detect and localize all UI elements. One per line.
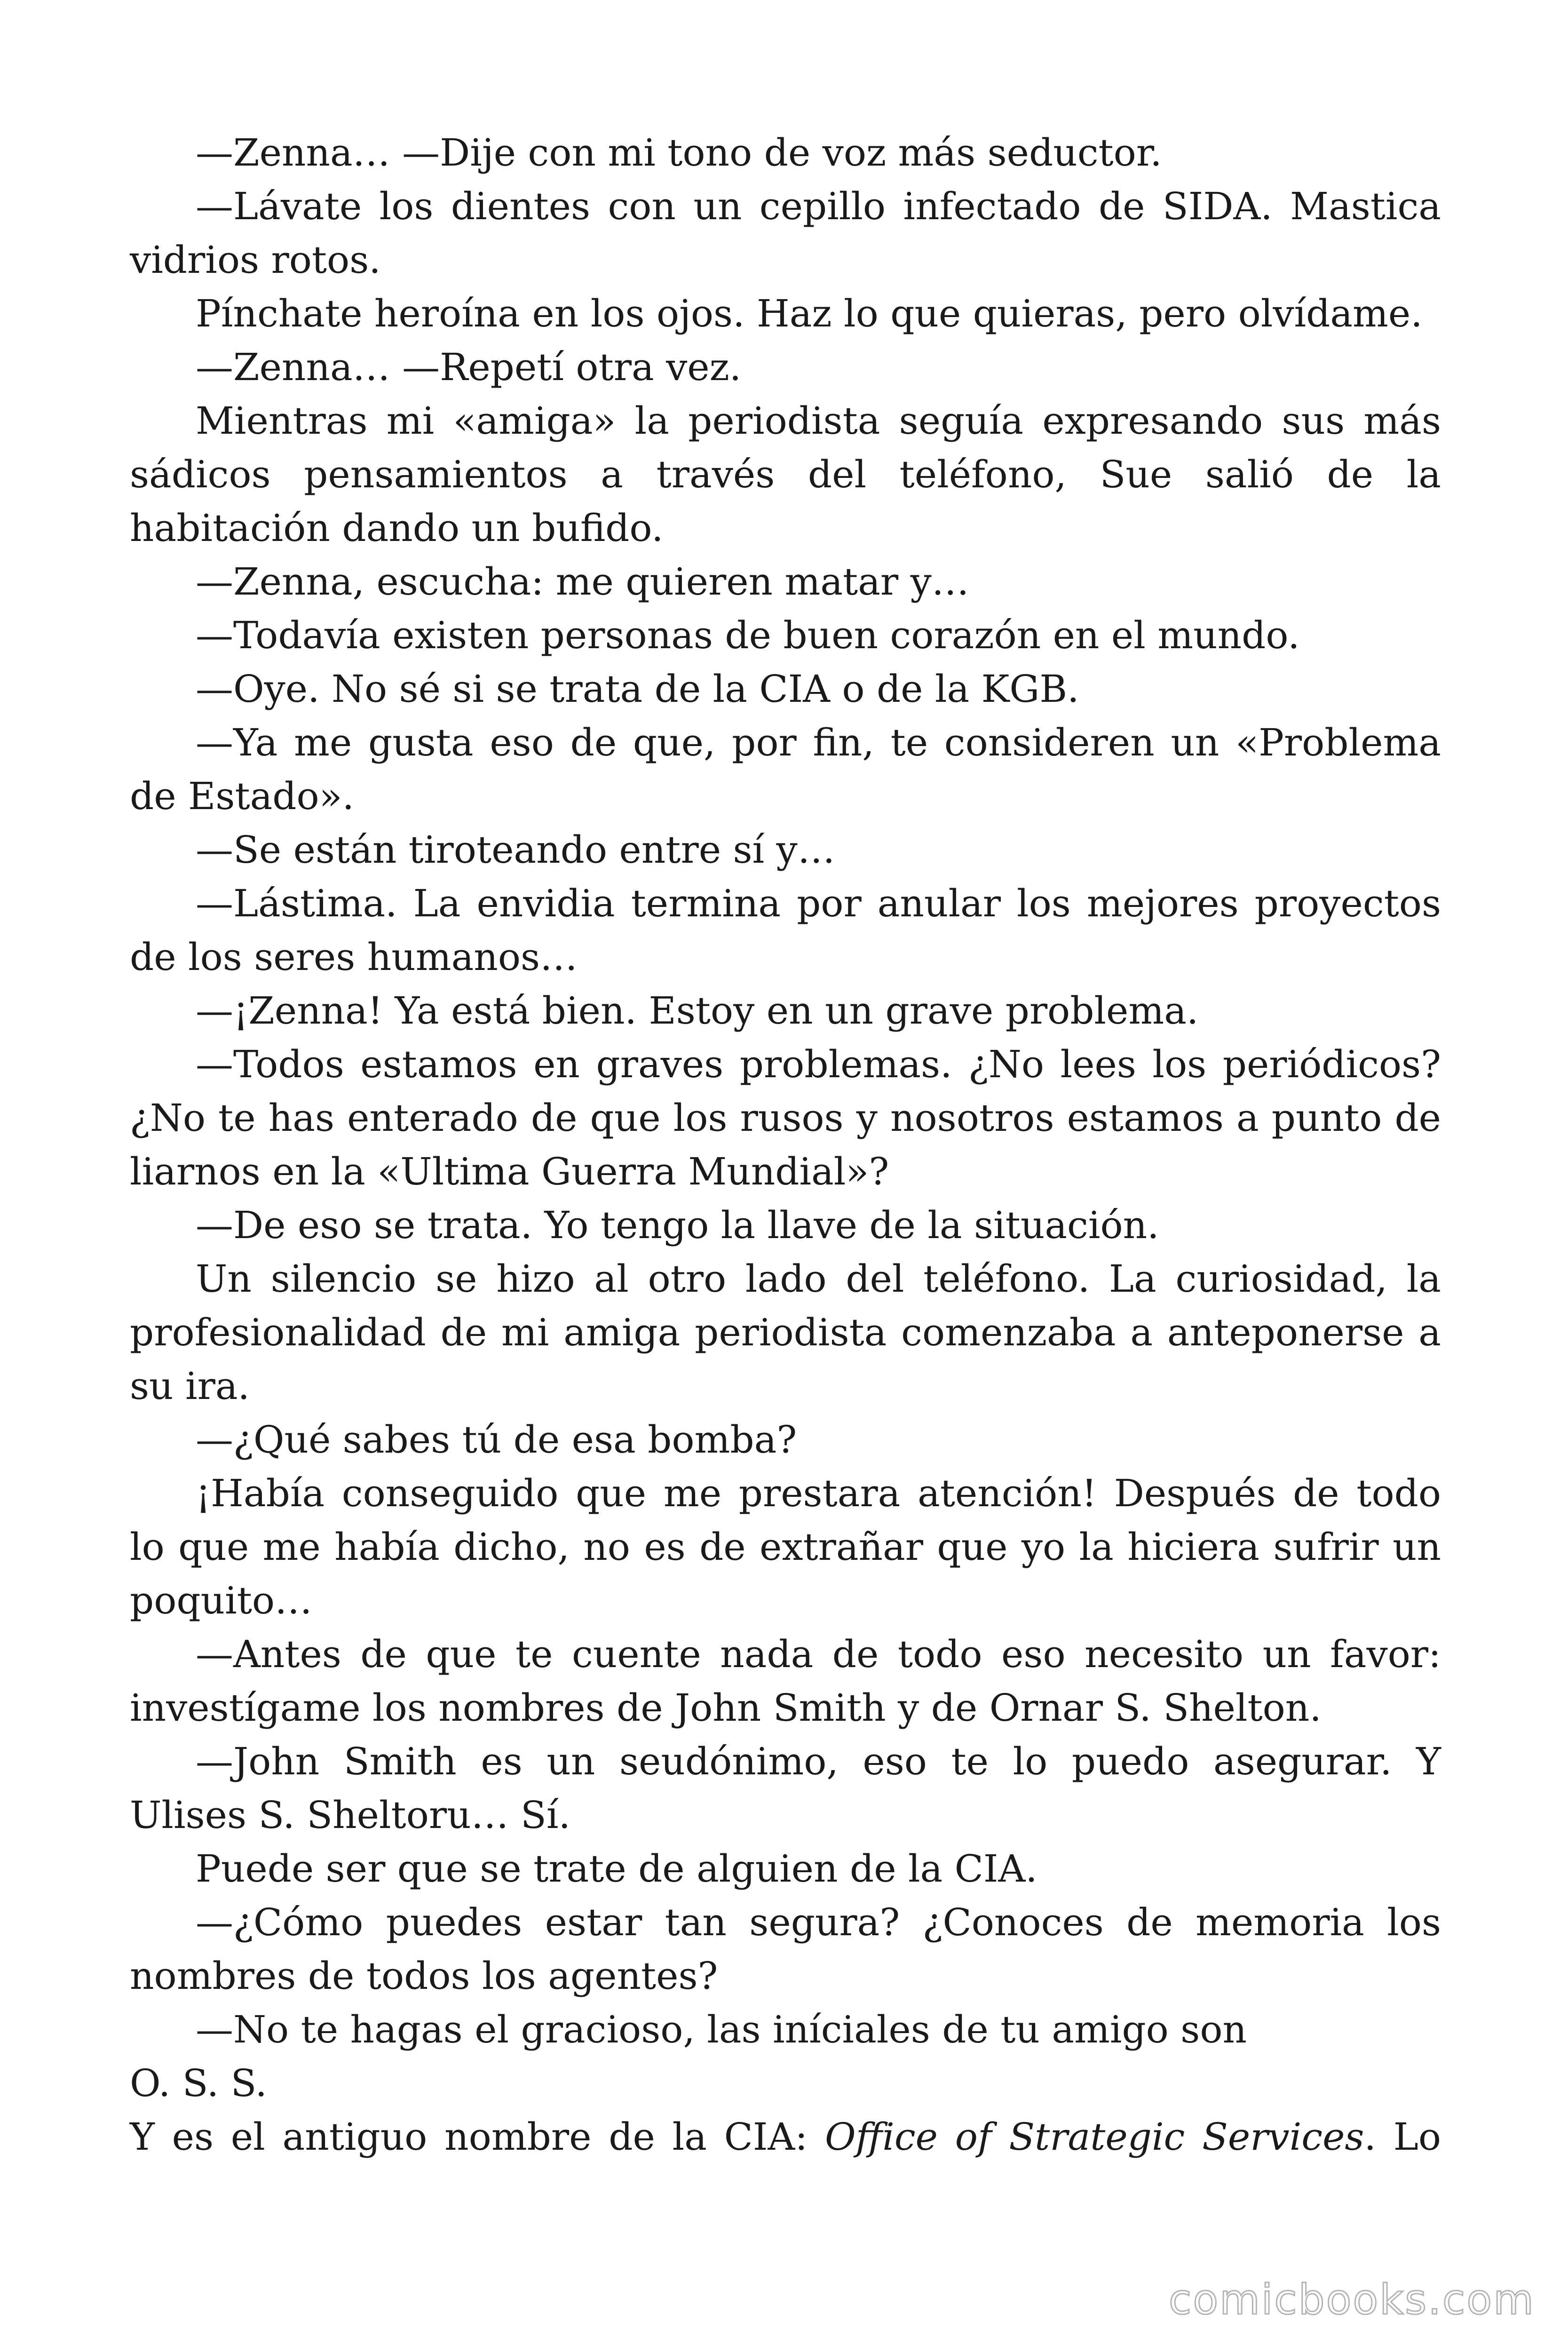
paragraph: Puede ser que se trate de alguien de la CIA. [196, 1847, 1037, 1891]
paragraph: —John Smith es un seudónimo, eso te lo puedo asegurar. Y Ulises S. Sheltoru… Sí. [130, 1740, 1441, 1837]
paragraph: ¡Había conseguido que me prestara atención! Después de todo lo que me había dicho, no es de extrañar que yo la hiciera sufrir un poquito… [130, 1471, 1441, 1622]
paragraph-final [130, 2110, 1441, 2164]
paragraph: —¡Zenna! Ya está bien. Estoy en un grave problema. [196, 989, 1199, 1033]
paragraph: —¿Cómo puedes estar tan segura? ¿Conoces de memoria los nombres de todos los agentes? [130, 1900, 1441, 1998]
final-text-start: Y es el antiguo nombre de la CIA: [130, 2115, 825, 2159]
paragraph: —¿Qué sabes tú de esa bomba? [196, 1418, 797, 1462]
paragraph: —De eso se trata. Yo tengo la llave de la situación. [196, 1203, 1159, 1247]
paragraph: Mientras mi «amiga» la periodista seguía expresando sus más sádicos pensamientos a través del teléfono, Sue salió de la habitación dando un bufido. [130, 399, 1441, 550]
paragraph: —Todos estamos en graves problemas. ¿No lees los periódicos? ¿No te has enterado de que los rusos y nosotros estamos a punto de liarnos en la «Ultima Guerra Mundial»? [130, 1042, 1441, 1193]
paragraph: —Ya me gusta eso de que, por fin, te consideren un «Problema de Estado». [130, 721, 1441, 818]
watermark-logo: comicbooks.com [1168, 2275, 1535, 2324]
page-body [130, 126, 1441, 2164]
paragraph: —Se están tiroteando entre sí y… [196, 828, 835, 872]
paragraph: —Zenna… —Repetí otra vez. [196, 345, 742, 389]
paragraph: —No te hagas el gracioso, las iníciales de tu amigo son [196, 2008, 1247, 2051]
paragraph: —Lástima. La envidia termina por anular los mejores proyectos de los seres humanos… [130, 882, 1441, 979]
final-text-end: . Lo [1364, 2115, 1441, 2159]
paragraph: —Antes de que te cuente nada de todo eso necesito un favor: investígame los nombres de John Smith y de Ornar S. Shelton. [130, 1632, 1441, 1730]
paragraph: —Lávate los dientes con un cepillo infectado de SIDA. Mastica vidrios rotos. [130, 184, 1441, 282]
paragraph: —Todavía existen personas de buen corazón en el mundo. [196, 613, 1300, 657]
paragraph: Un silencio se hizo al otro lado del teléfono. La curiosidad, la profesionalidad de mi amiga periodista comenzaba a anteponerse a su ira. [130, 1257, 1441, 1408]
paragraph: —Zenna… —Dije con mi tono de voz más seductor. [196, 131, 1162, 175]
paragraph: —Oye. No sé si se trata de la CIA o de la KGB. [196, 667, 1079, 711]
paragraph: Pínchate heroína en los ojos. Haz lo que quieras, pero olvídame. [196, 292, 1423, 335]
paragraph-initials: O. S. S. [130, 2061, 267, 2105]
paragraph: —Zenna, escucha: me quieren matar y… [196, 560, 969, 604]
final-text-italic: Office of Strategic Services [825, 2115, 1364, 2159]
